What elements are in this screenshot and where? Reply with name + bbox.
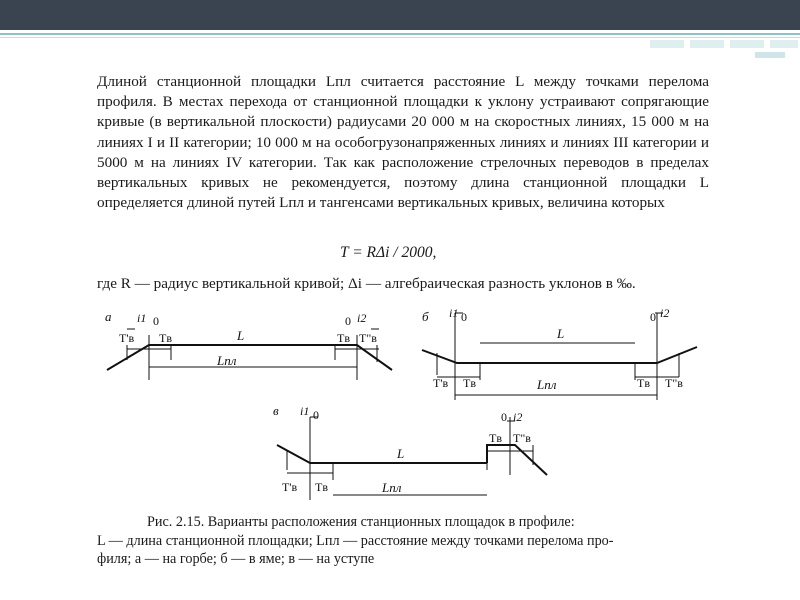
- fig-c-tv-right-2: T"в: [513, 431, 531, 445]
- fig-b-i2: i2: [660, 306, 670, 320]
- caption-line: L — длина станционной площадки; Lпл — расстояние между точками перелома про-: [97, 532, 614, 549]
- slide-decoration: [730, 40, 764, 48]
- fig-c-L: L: [397, 446, 405, 461]
- slide-decoration: [755, 52, 785, 58]
- figure-caption: [97, 513, 709, 569]
- fig-b-tv-right-1: Tв: [637, 376, 650, 390]
- fig-c-i2: i2: [513, 410, 523, 424]
- fig-b-L: L: [557, 326, 565, 341]
- fig-a-Lpl: Lпл: [217, 353, 237, 368]
- formula-explanation: где R — радиус вертикальной кривой; Δi — алгебраическая разность уклонов в ‰.: [97, 275, 636, 292]
- fig-a-i2: i2: [357, 311, 367, 325]
- profile-figure: [97, 305, 717, 505]
- fig-a-tv-right-2: T"в: [359, 331, 377, 345]
- fig-b-tv-right-2: T"в: [665, 376, 683, 390]
- caption-line: Рис. 2.15. Варианты расположения станционных площадок в профиле:: [147, 514, 575, 530]
- fig-a-tv-right-1: Tв: [337, 331, 350, 345]
- formula: T = RΔi / 2000,: [340, 244, 437, 261]
- slide-accent-line: [0, 33, 800, 35]
- fig-b-tv-left-1: T'в: [433, 376, 449, 390]
- fig-b-label: б: [422, 309, 429, 324]
- fig-b-Lpl: Lпл: [537, 377, 557, 392]
- fig-b-zero-right: 0: [650, 310, 656, 324]
- fig-c-Lpl: Lпл: [382, 480, 402, 495]
- fig-a-zero-left: 0: [153, 314, 159, 328]
- slide-decoration: [690, 40, 724, 48]
- slide-top-bar: [0, 0, 800, 30]
- fig-a-zero-right: 0: [345, 314, 351, 328]
- fig-a-tv-left-2: Tв: [159, 331, 172, 345]
- body-paragraph: Длиной станционной площадки Lпл считается расстояние L между точками перелома профиля. В местах перехода от станционной площадки к уклону устраивают сопрягающие кривые (в вертикальной плоскости) радиусами 20 000 м на скоростных линиях, 15 000 м на линиях I и II категории; 10 000 м на особогрузонапряженных линиях и линиях III категории и 5000 м на линиях IV категории. Так как расположение стрелочных переводов в пределах вертикальных кривых не рекомендуется, поэтому длина станционной площадки L определяется длиной путей Lпл и тангенсами вертикальных кривых, величина которых: [97, 73, 709, 212]
- fig-c-tv-right-1: Tв: [489, 431, 502, 445]
- fig-b-tv-left-2: Tв: [463, 376, 476, 390]
- fig-a-L: L: [237, 328, 245, 343]
- fig-a-i1: i1: [137, 311, 147, 325]
- slide-decoration: [770, 40, 798, 48]
- caption-line: филя; а — на горбе; б — в яме; в — на уступе: [97, 551, 375, 567]
- slide-accent-line-thin: [0, 37, 800, 38]
- slide-decoration: [650, 40, 684, 48]
- fig-c-zero-right: 0: [501, 410, 507, 424]
- fig-c-i1: i1: [300, 404, 310, 418]
- fig-c-tv-left-1: T'в: [282, 480, 298, 494]
- fig-c-tv-left-2: Tв: [315, 480, 328, 494]
- fig-b-zero-left: 0: [461, 310, 467, 324]
- fig-a-tv-left-1: T'в: [119, 331, 135, 345]
- fig-c-zero-left: 0: [313, 408, 319, 422]
- fig-b-i1: i1: [449, 306, 459, 320]
- fig-a-label: а: [105, 309, 112, 324]
- fig-c-label: в: [273, 403, 279, 418]
